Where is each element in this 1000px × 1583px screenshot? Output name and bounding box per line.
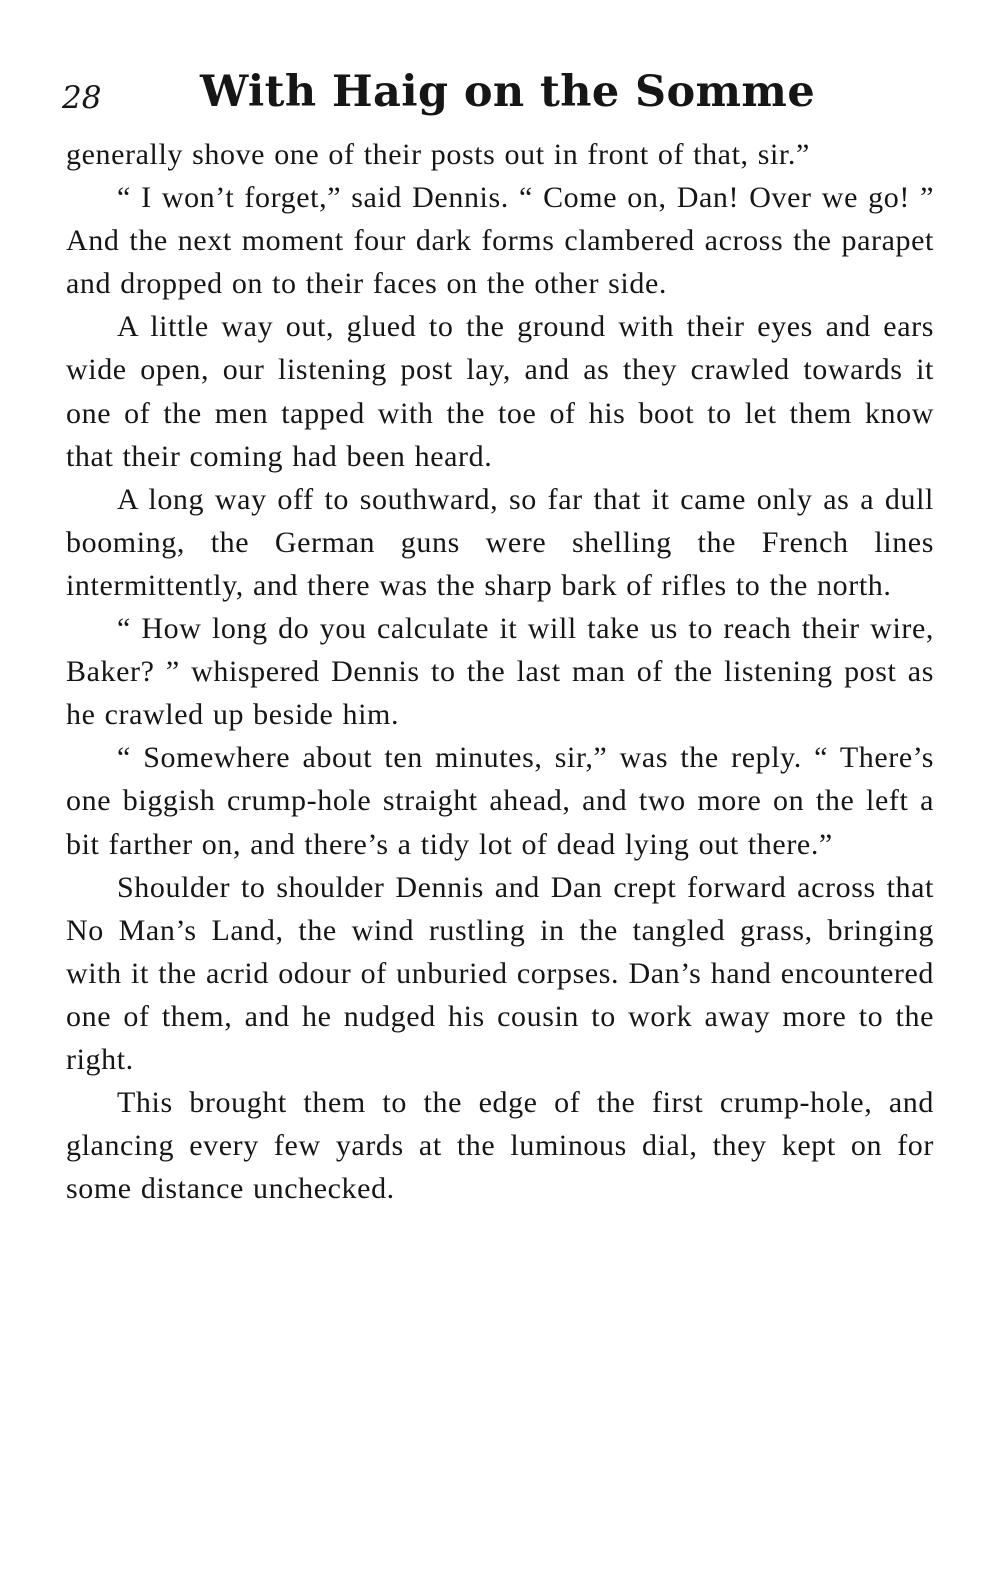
body-text (66, 133, 934, 1210)
paragraph: A little way out, glued to the ground with their eyes and ears wide open, our listening post lay, and as they crawled towards it one of the men tapped with the toe of his boot to let them know that their coming had been heard. (66, 310, 934, 473)
paragraph: “ I won’t forget,” said Dennis. “ Come on, Dan! Over we go! ” And the next moment four dark forms clambered across the parapet and dropped on to their faces on the other side. (66, 181, 934, 301)
paragraph: This brought them to the edge of the first crump-hole, and glancing every few yards at the luminous dial, they kept on for some distance unchecked. (66, 1086, 934, 1206)
paragraph: “ How long do you calculate it will take us to reach their wire, Baker? ” whispered Dennis to the last man of the listening post as he crawled up beside him. (66, 612, 934, 732)
paragraph: A long way off to southward, so far that it came only as a dull booming, the German guns were shelling the French lines intermittently, and there was the sharp bark of rifles to the north. (66, 482, 934, 602)
paragraph: “ Somewhere about ten minutes, sir,” was the reply. “ There’s one biggish crump-hole straight ahead, and two more on the left a bit farther on, and there’s a tidy lot of dead lying out there.” (66, 741, 934, 861)
page-number: 28 (62, 80, 102, 116)
paragraph-continuation: generally shove one of their posts out in front of that, sir.” (66, 138, 810, 171)
paragraph: Shoulder to shoulder Dennis and Dan crept forward across that No Man’s Land, the wind rustling in the tangled grass, bringing with it the acrid odour of unburied corpses. Dan’s hand encountered one of them, and he nudged his cousin to work away more to the right. (66, 870, 934, 1076)
page-header (62, 64, 942, 124)
running-title: With Haig on the Somme (200, 67, 816, 117)
